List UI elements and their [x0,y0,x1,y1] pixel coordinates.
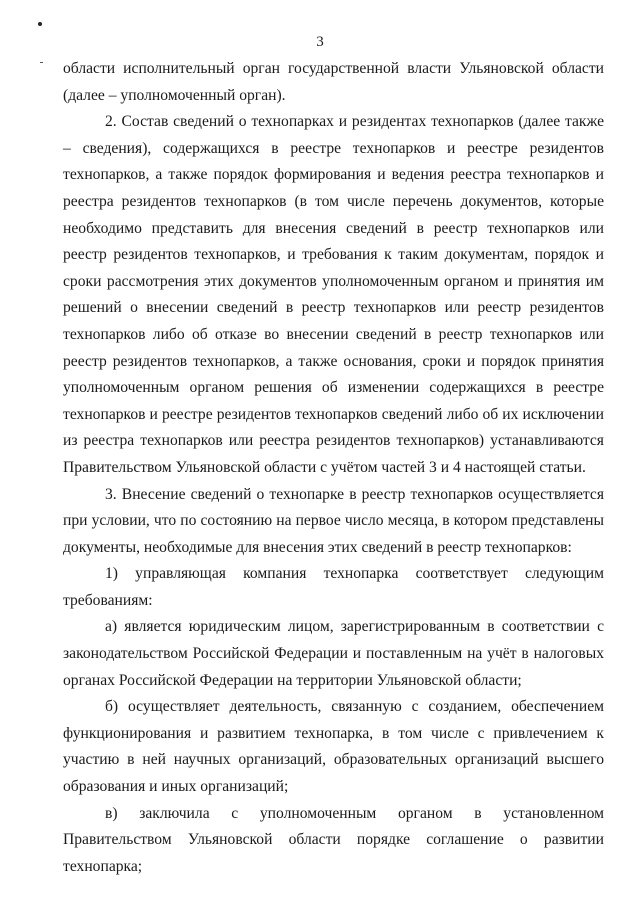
paragraph-item-3-1-v: в) заключила с уполномоченным органом в установленном Правительством Ульяновской области порядке соглашение о развитии технопарка; [63,804,604,875]
scan-speck [38,22,42,26]
page-number: 3 [316,34,324,50]
paragraph-item-3-1-a: а) является юридическим лицом, зарегистрированным в соответствии с законодательством Российской Федерации и поставленным на учёт в налоговых органах Российской Федерации на территории Ульяновской области; [63,618,604,689]
document-body [63,56,604,880]
scan-speck-small [40,62,43,63]
paragraph-item-3-1-b: б) осуществляет деятельность, связанную с созданием, обеспечением функционирования и развитием технопарка, в том числе с привлечением к участию в ней научных организаций, образовательных организаций высшего образования и иных организаций; [63,698,604,796]
paragraph-continuation: области исполнительный орган государственной власти Ульяновской области (далее – уполномоченный орган). [63,60,604,104]
paragraph-item-3: 3. Внесение сведений о технопарке в реестр технопарков осуществляется при условии, что по состоянию на первое число месяца, в котором представлены документы, необходимые для внесения этих сведений в реестр технопарков: [63,485,604,556]
paragraph-item-2: 2. Состав сведений о технопарках и резидентах технопарков (далее также – сведения), содержащихся в реестре технопарков и реестре резидентов технопарков, а также порядок формирования и ведения реестра технопарков и реестра резидентов технопарков (в том числе перечень документов, которые необходимо представить для внесения сведений в реестр технопарков или реестр резидентов технопарков, и требования к таким документам, порядок и сроки рассмотрения этих документов уполномоченным органом и принятия им решений о внесении сведений в реестр технопарков или реестр резидентов технопарков либо об отказе во внесении сведений в реестр технопарков или реестр резидентов технопарков, а также основания, сроки и порядок принятия уполномоченным органом решения об изменении содержащихся в реестре технопарков и реестре резидентов технопарков сведений либо об их исключении из реестра технопарков или реестра резидентов технопарков) устанавливаются Правительством Ульяновской области с учётом частей 3 и 4 настоящей статьи. [63,113,604,476]
paragraph-item-3-1: 1) управляющая компания технопарка соответствует следующим требованиям: [63,565,604,609]
